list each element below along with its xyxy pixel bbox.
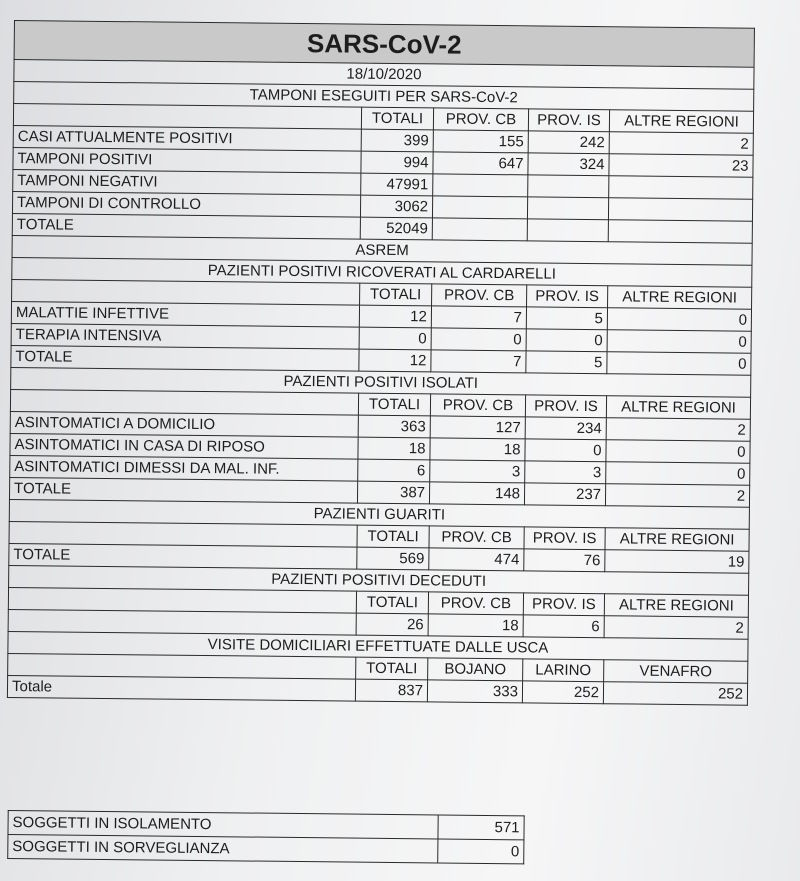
col-header-totali: TOTALI	[360, 283, 432, 306]
cell-prov-is: 237	[524, 483, 605, 506]
col-header-prov-is: PROV. IS	[523, 593, 604, 616]
cell-altre-regioni	[608, 198, 752, 222]
col-header-altre-regioni: ALTRE REGIONI	[608, 286, 752, 310]
col-header-prov-is: PROV. IS	[527, 285, 608, 308]
cell-prov-is: 324	[528, 153, 609, 176]
col-header-prov-cb: PROV. CB	[433, 108, 528, 131]
col-header-altre-regioni: ALTRE REGIONI	[606, 396, 750, 420]
cell-prov-cb: 474	[429, 548, 524, 571]
section-title-ricoverati: PAZIENTI POSITIVI RICOVERATI AL CARDARELLI	[12, 257, 752, 287]
cell-prov-is: 5	[526, 307, 607, 330]
cell-venafro: 252	[603, 682, 747, 706]
cell-altre-regioni: 0	[606, 462, 750, 486]
cell-totali: 387	[357, 481, 429, 504]
row-label: ASINTOMATICI IN CASA DI RIPOSO	[10, 433, 358, 459]
cell-altre-regioni: 2	[604, 616, 748, 640]
cell-totali: 837	[355, 679, 427, 702]
col-header-venafro: VENAFRO	[604, 660, 748, 684]
row-label: SOGGETTI IN ISOLAMENTO	[8, 810, 438, 839]
cell-value: 0	[438, 839, 524, 864]
row-label: TOTALE	[9, 543, 357, 569]
cell-altre-regioni	[608, 220, 752, 244]
cell-totali: 47991	[361, 173, 433, 196]
col-header-altre-regioni: ALTRE REGIONI	[605, 528, 749, 552]
row-label: TAMPONI POSITIVI	[13, 147, 361, 173]
row-label: TOTALE	[11, 345, 359, 371]
cell-prov-is	[527, 197, 608, 220]
row-label: ASINTOMATICI A DOMICILIO	[10, 411, 358, 437]
cell-bojano: 333	[427, 680, 522, 703]
cell-altre-regioni: 2	[606, 418, 750, 442]
cell-prov-is: 0	[525, 439, 606, 462]
cell-altre-regioni: 2	[609, 132, 753, 156]
cell-prov-is: 6	[523, 615, 604, 638]
row-label: Totale	[7, 675, 355, 701]
col-header-prov-cb: PROV. CB	[430, 394, 525, 417]
col-header-prov-is: PROV. IS	[528, 109, 609, 132]
cell-totali: 18	[358, 437, 430, 460]
cell-prov-cb: 647	[433, 152, 528, 175]
row-label: TERAPIA INTENSIVA	[11, 323, 359, 349]
cell-totali: 52049	[360, 217, 432, 240]
col-header-bojano: BOJANO	[428, 658, 523, 681]
asrem-label: ASREM	[12, 235, 752, 265]
cell-prov-cb: 18	[428, 614, 523, 637]
cell-prov-is: 76	[524, 549, 605, 572]
cell-prov-cb	[433, 174, 528, 197]
cell-totali: 26	[356, 613, 428, 636]
cell-prov-is: 5	[526, 351, 607, 374]
section-title-visite: VISITE DOMICILIARI EFFETTUATE DALLE USCA	[8, 631, 748, 661]
cell-prov-is: 3	[525, 461, 606, 484]
cell-larino: 252	[522, 681, 603, 704]
col-header-larino: LARINO	[523, 659, 604, 682]
row-label: MALATTIE INFETTIVE	[11, 301, 359, 327]
cell-prov-cb	[432, 196, 527, 219]
col-header-totali: TOTALI	[356, 591, 428, 614]
cell-totali: 12	[359, 349, 431, 372]
cell-totali: 12	[359, 305, 431, 328]
col-header-prov-cb: PROV. CB	[429, 526, 524, 549]
section-title-deceduti: PAZIENTI POSITIVI DECEDUTI	[9, 565, 749, 595]
row-label: TOTALE	[9, 477, 357, 503]
row-label: TOTALE	[12, 213, 360, 239]
col-header-totali: TOTALI	[356, 657, 428, 680]
cell-prov-is: 234	[525, 417, 606, 440]
row-label: CASI ATTUALMENTE POSITIVI	[13, 125, 361, 151]
cell-totali: 399	[361, 129, 433, 152]
row-label: SOGGETTI IN SORVEGLIANZA	[8, 834, 438, 863]
report-date: 18/10/2020	[14, 60, 754, 90]
cell-altre-regioni	[609, 176, 753, 200]
cell-prov-cb: 148	[429, 482, 524, 505]
cell-altre-regioni: 0	[607, 330, 751, 354]
cell-altre-regioni: 0	[606, 440, 750, 464]
cell-value: 571	[438, 815, 524, 840]
report-document	[7, 20, 754, 860]
report-title: SARS-CoV-2	[14, 21, 754, 68]
cell-prov-is	[528, 175, 609, 198]
col-header-prov-is: PROV. IS	[524, 527, 605, 550]
cell-prov-cb: 0	[431, 328, 526, 351]
cell-prov-cb: 155	[433, 130, 528, 153]
row-label: ASINTOMATICI DIMESSI DA MAL. INF.	[10, 455, 358, 481]
cell-prov-cb: 3	[430, 460, 525, 483]
sars-cov-2-report-table	[7, 20, 755, 706]
cell-totali: 0	[359, 327, 431, 350]
section-title-isolati: PAZIENTI POSITIVI ISOLATI	[11, 367, 751, 397]
cell-prov-cb	[432, 218, 527, 241]
cell-prov-cb: 7	[431, 306, 526, 329]
col-header-altre-regioni: ALTRE REGIONI	[604, 594, 748, 618]
cell-altre-regioni: 19	[605, 550, 749, 574]
cell-altre-regioni: 2	[605, 484, 749, 508]
cell-prov-cb: 127	[430, 416, 525, 439]
cell-totali: 6	[358, 459, 430, 482]
cell-altre-regioni: 0	[607, 352, 751, 376]
cell-prov-is	[527, 219, 608, 242]
table-row	[8, 834, 524, 863]
cell-totali: 363	[358, 415, 430, 438]
cell-altre-regioni: 23	[609, 154, 753, 178]
cell-prov-cb: 18	[430, 438, 525, 461]
col-header-prov-is: PROV. IS	[525, 395, 606, 418]
col-header-prov-cb: PROV. CB	[428, 592, 523, 615]
cell-prov-cb: 7	[431, 350, 526, 373]
cell-altre-regioni: 0	[607, 308, 751, 332]
section-title-tamponi: TAMPONI ESEGUITI PER SARS-CoV-2	[14, 82, 754, 112]
section-title-guariti: PAZIENTI GUARITI	[9, 499, 749, 529]
cell-totali: 994	[361, 151, 433, 174]
col-header-altre-regioni: ALTRE REGIONI	[609, 110, 753, 134]
col-header-totali: TOTALI	[358, 393, 430, 416]
cell-prov-is: 0	[526, 329, 607, 352]
row-label: TAMPONI DI CONTROLLO	[12, 191, 360, 217]
isolation-table	[7, 810, 524, 864]
cell-prov-is: 242	[528, 131, 609, 154]
col-header-prov-cb: PROV. CB	[432, 284, 527, 307]
row-label: TAMPONI NEGATIVI	[13, 169, 361, 195]
col-header-totali: TOTALI	[357, 525, 429, 548]
cell-totali: 569	[357, 547, 429, 570]
col-header-totali: TOTALI	[361, 107, 433, 130]
cell-totali: 3062	[360, 195, 432, 218]
